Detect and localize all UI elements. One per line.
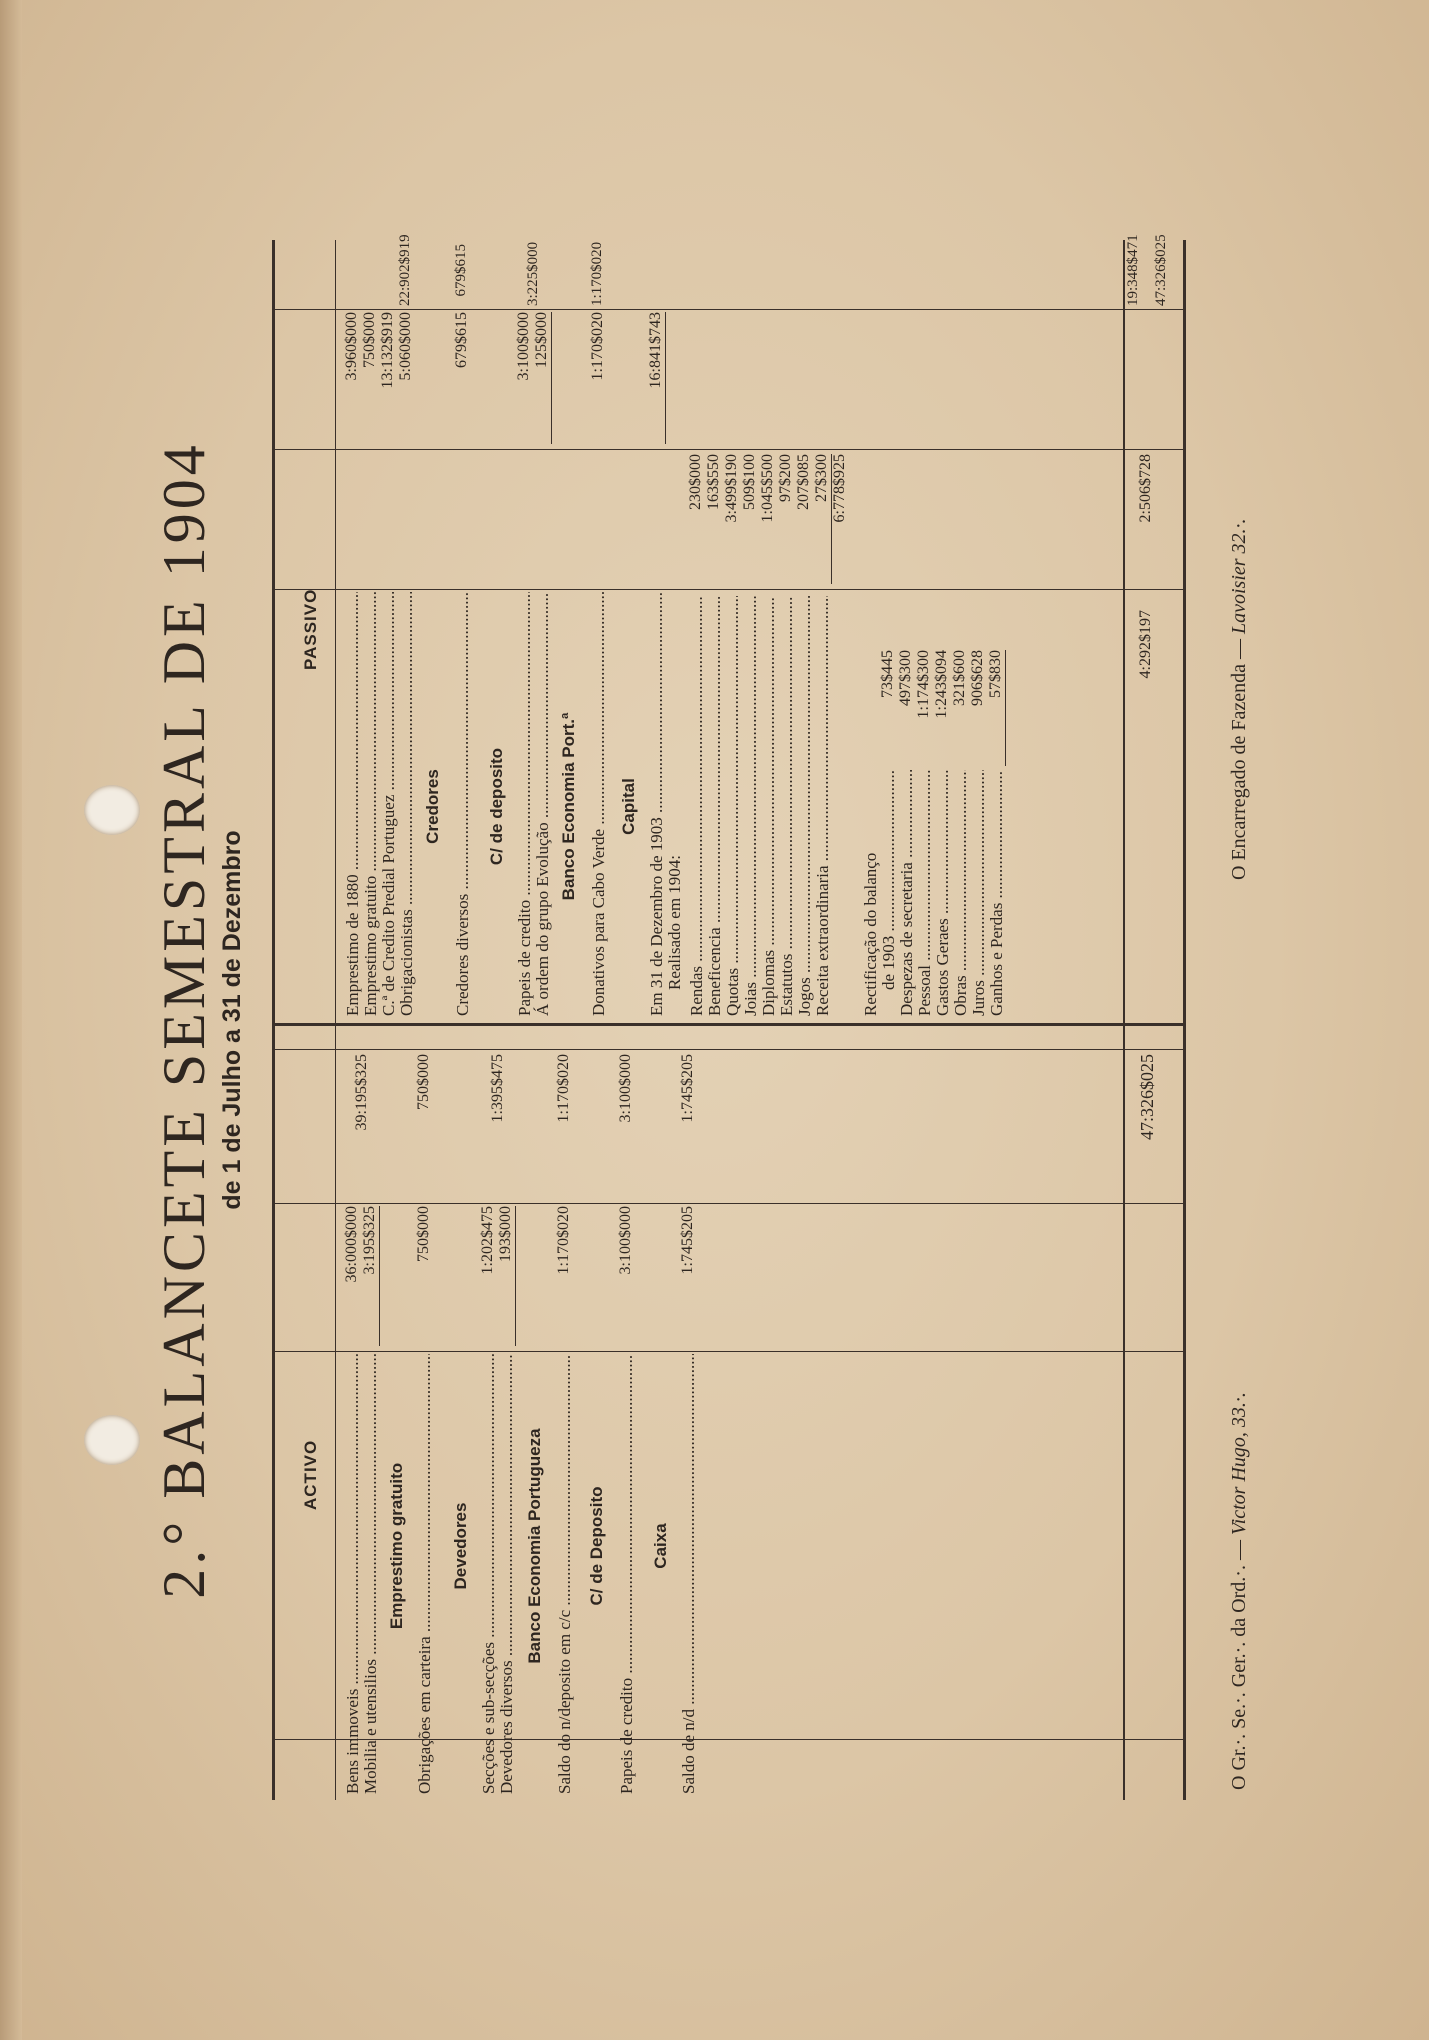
value: 3:960$000 bbox=[343, 312, 360, 381]
subtotal: 22:902$919 bbox=[397, 234, 413, 306]
receitas-total: 6:778$925 bbox=[831, 454, 848, 523]
list-item: Bens immoveis ..... bbox=[343, 1354, 363, 1794]
section-heading: Banco Economia Port.ª bbox=[559, 712, 578, 901]
signature-right: O Encarregado de Fazenda — Lavoisier 32.·. bbox=[1228, 518, 1250, 880]
list-item: Jogos ..... bbox=[795, 596, 815, 1016]
value: 3:100$000 bbox=[617, 1206, 634, 1275]
value: 57$830 bbox=[987, 650, 1006, 766]
page-title: 2.° BALANCETE SEMESTRAL DE 1904 bbox=[151, 441, 217, 1599]
subtotal: 39:195$325 bbox=[353, 1054, 370, 1131]
rectificacao-label: Rectificação do balanço bbox=[861, 852, 880, 1016]
value: 750$000 bbox=[415, 1206, 432, 1262]
list-item: Donativos para Cabo Verde ..... bbox=[589, 592, 609, 1016]
list-item: de 1903 ..... bbox=[879, 770, 899, 990]
capital-column-total: 4:292$197 bbox=[1137, 610, 1154, 679]
list-item: Obrigações em carteira ..... bbox=[415, 1354, 435, 1794]
value: 1:170$020 bbox=[555, 1206, 572, 1275]
list-item: Rendas ..... bbox=[687, 596, 707, 1016]
list-item: Estatutos ..... bbox=[777, 596, 797, 1016]
value: 193$000 bbox=[497, 1206, 516, 1346]
value: 497$300 bbox=[897, 650, 914, 706]
value: 1:745$205 bbox=[679, 1206, 696, 1275]
passivo-grand-total: 47:326$025 bbox=[1153, 234, 1169, 306]
list-item: Secções e sub-secções ..... bbox=[479, 1354, 499, 1794]
subtotal: 1:745$205 bbox=[679, 1054, 696, 1123]
despesas-total: 2:506$728 bbox=[1137, 454, 1154, 523]
list-item: C.ª de Credito Predial Portuguez ..... bbox=[379, 592, 399, 1016]
value: 321$600 bbox=[951, 650, 968, 706]
list-item: Quotas ..... bbox=[723, 596, 743, 1016]
passivo-heading: PASSIVO bbox=[301, 588, 320, 670]
value: 679$615 bbox=[453, 312, 470, 368]
list-item: Ganhos e Perdas ..... bbox=[987, 770, 1007, 1016]
list-item: Mobilia e utensilios ..... bbox=[361, 1354, 381, 1794]
subtotal: 1:170$020 bbox=[589, 241, 605, 306]
list-item: Gastos Geraes ..... bbox=[933, 770, 953, 1016]
value: 3:195$325 bbox=[361, 1206, 380, 1346]
list-item: Obras ..... bbox=[951, 770, 971, 1016]
list-item: Saldo de n/d ..... bbox=[679, 1354, 699, 1794]
list-item: Receita extraordinaria ..... bbox=[813, 596, 833, 1016]
section-heading: Caixa bbox=[651, 1523, 670, 1569]
value: 1:202$475 bbox=[479, 1206, 496, 1275]
value: 1:243$094 bbox=[933, 650, 950, 719]
list-item: Juros ..... bbox=[969, 770, 989, 1016]
value: 1:174$300 bbox=[915, 650, 932, 719]
value: 16:841$743 bbox=[647, 312, 666, 444]
value: 5:060$000 bbox=[397, 312, 414, 381]
subtotal: 3:225$000 bbox=[525, 241, 541, 306]
list-item: Pessoal ..... bbox=[915, 770, 935, 1016]
capital-total: 19:348$471 bbox=[1125, 234, 1141, 306]
subtotal: 679$615 bbox=[453, 244, 469, 297]
list-item: Saldo do n/deposito em c/c ..... bbox=[555, 1354, 575, 1794]
list-item: Joias ..... bbox=[741, 596, 761, 1016]
value: 1:170$020 bbox=[589, 312, 606, 381]
activo-grand-total: 47:326$025 bbox=[1137, 1054, 1157, 1141]
list-item: Papeis de credito ..... bbox=[515, 592, 535, 1016]
realisado-label: Realisado em 1904: bbox=[665, 854, 684, 990]
value: 125$000 bbox=[533, 312, 552, 444]
balance-table bbox=[272, 234, 1186, 1800]
section-heading: C/ de deposito bbox=[487, 747, 506, 866]
list-item: Em 31 de Dezembro de 1903 ..... bbox=[647, 592, 667, 1016]
page-subtitle: de 1 de Julho a 31 de Dezembro bbox=[218, 830, 246, 1210]
value: 27$300 bbox=[813, 454, 832, 584]
list-item: Credores diversos ..... bbox=[453, 592, 473, 1016]
list-item: Despezas de secretaria ..... bbox=[897, 770, 917, 1016]
value: 207$085 bbox=[795, 454, 812, 510]
value: 230$000 bbox=[687, 454, 704, 510]
section-heading: Credores bbox=[423, 769, 442, 844]
list-item: Emprestimo de 1880 ..... bbox=[343, 592, 363, 1016]
subtotal: 1:170$020 bbox=[555, 1054, 572, 1123]
subtotal: 750$000 bbox=[415, 1054, 432, 1110]
value: 509$100 bbox=[741, 454, 758, 510]
value: 73$445 bbox=[879, 650, 896, 698]
value: 3:100$000 bbox=[515, 312, 532, 381]
signature-left: O Gr.·. Se.·. Ger.·. da Ord.·. — Victor Hugo, 33.·. bbox=[1228, 1392, 1250, 1790]
value: 36:000$000 bbox=[343, 1206, 360, 1283]
value: 750$000 bbox=[361, 312, 378, 368]
list-item: Á ordem do grupo Evolução ..... bbox=[533, 592, 553, 1016]
activo-heading: ACTIVO bbox=[301, 1439, 320, 1510]
list-item: Beneficencia ..... bbox=[705, 596, 725, 1016]
value: 97$200 bbox=[777, 454, 794, 502]
list-item: Obrigacionistas ..... bbox=[397, 592, 417, 1016]
list-item: Devedores diversos ..... bbox=[497, 1354, 517, 1794]
section-heading: Devedores bbox=[451, 1502, 470, 1590]
value: 1:045$500 bbox=[759, 454, 776, 523]
section-heading: Capital bbox=[619, 778, 638, 835]
value: 163$550 bbox=[705, 454, 722, 510]
section-heading: Emprestimo gratuito bbox=[387, 1462, 406, 1630]
value: 13:132$919 bbox=[379, 312, 396, 389]
subtotal: 1:395$475 bbox=[489, 1054, 506, 1123]
subtotal: 3:100$000 bbox=[617, 1054, 634, 1123]
section-heading: C/ de Deposito bbox=[587, 1486, 606, 1606]
value: 906$628 bbox=[969, 650, 986, 706]
value: 3:499$190 bbox=[723, 454, 740, 523]
list-item: Papeis de credito ..... bbox=[617, 1354, 637, 1794]
list-item: Emprestimo gratuito ..... bbox=[361, 592, 381, 1016]
section-heading: Banco Economia Portugueza bbox=[525, 1428, 544, 1664]
list-item: Diplomas ..... bbox=[759, 596, 779, 1016]
